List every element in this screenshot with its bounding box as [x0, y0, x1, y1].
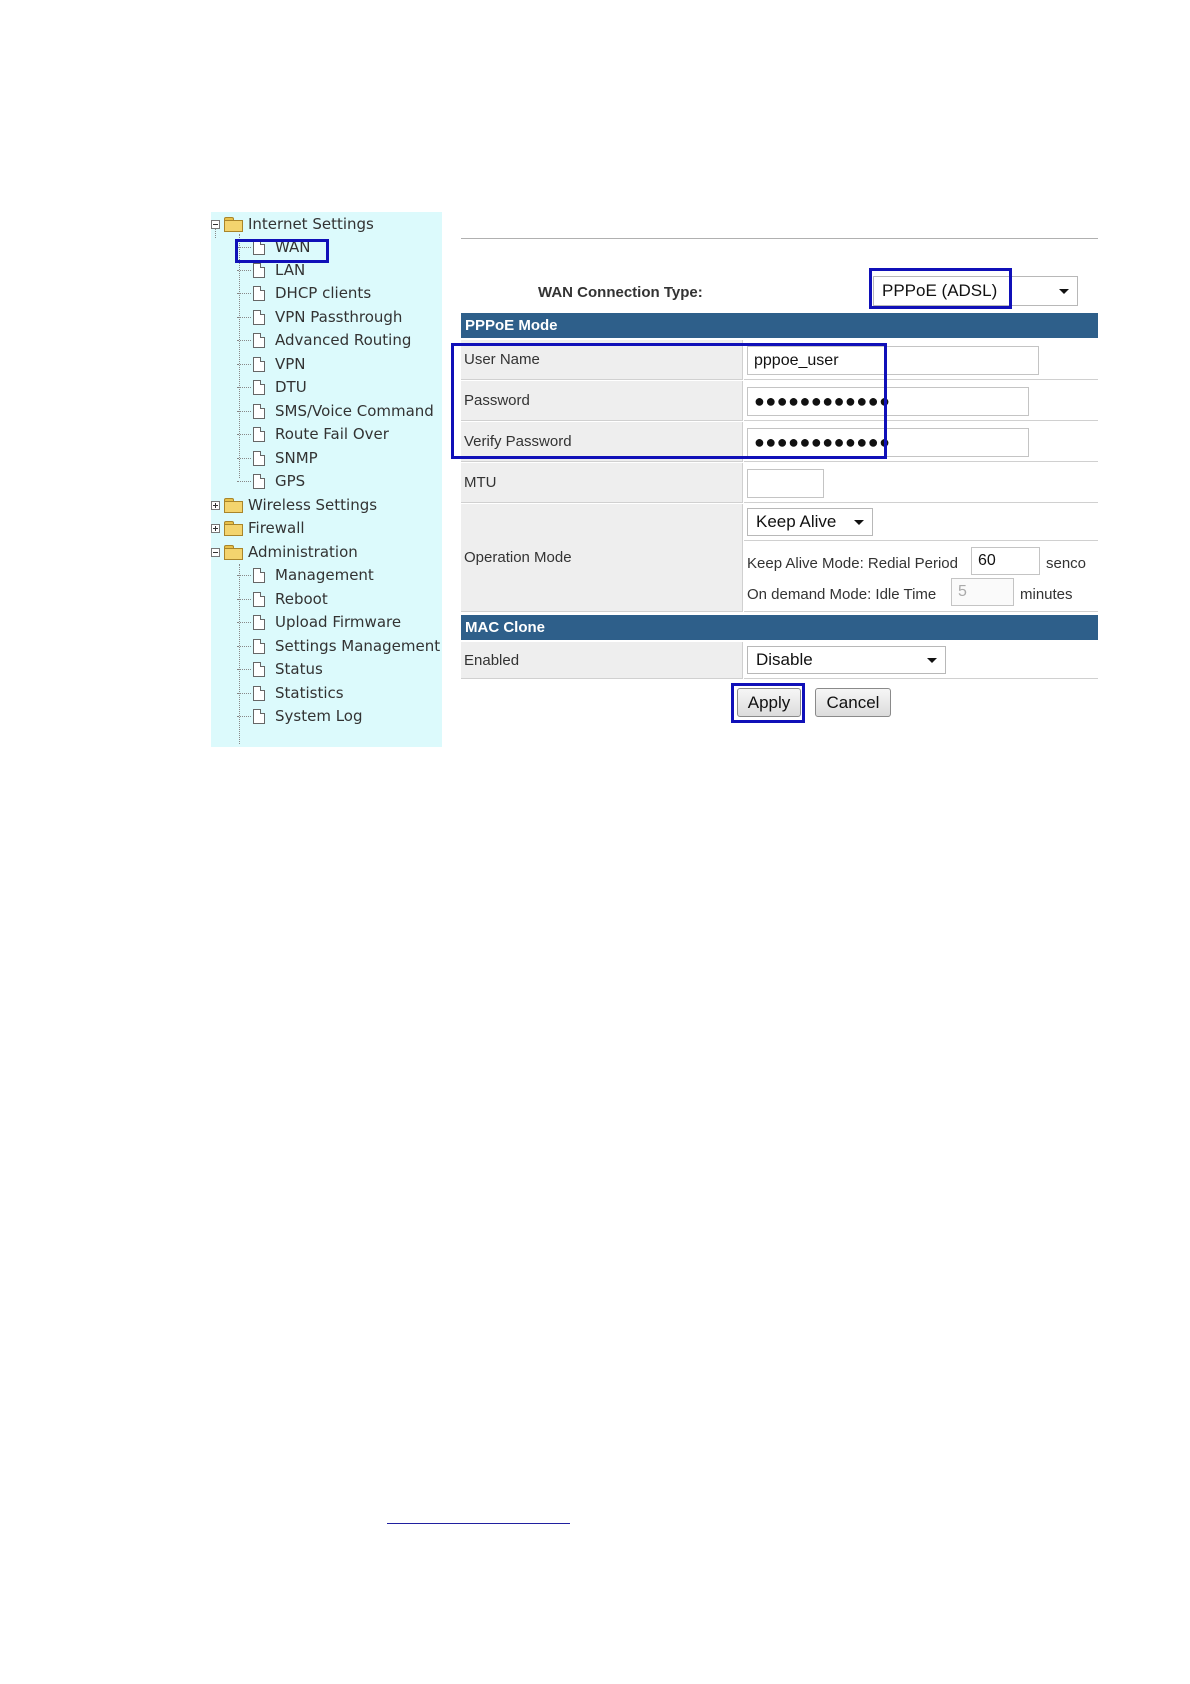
idle-time-unit: minutes — [1020, 586, 1073, 603]
navigation-tree — [211, 212, 442, 747]
verify-password-label: Verify Password — [461, 422, 743, 462]
sidebar-item-label: Settings Management — [275, 637, 441, 655]
idle-time-input[interactable]: 5 — [951, 578, 1014, 606]
on-demand-label: On demand Mode: Idle Time — [747, 586, 937, 603]
sidebar-item-label: SMS/Voice Command — [275, 402, 434, 420]
expand-icon[interactable] — [211, 524, 220, 533]
page-icon — [253, 404, 265, 419]
mac-clone-header: MAC Clone — [461, 615, 1098, 640]
page-icon — [253, 427, 265, 442]
tree-folder-firewall[interactable] — [211, 517, 305, 539]
mac-clone-enabled-label: Enabled — [461, 642, 743, 679]
chevron-down-icon — [927, 658, 937, 663]
folder-icon — [223, 498, 243, 512]
mac-clone-select[interactable] — [747, 646, 946, 674]
select-value: Disable — [756, 650, 813, 669]
keep-alive-label: Keep Alive Mode: Redial Period — [747, 555, 958, 572]
tree-folder-label: Wireless Settings — [248, 496, 378, 514]
page-icon — [253, 451, 265, 466]
page-icon — [253, 686, 265, 701]
page-icon — [253, 474, 265, 489]
link-underline — [387, 1523, 570, 1524]
page-icon — [253, 592, 265, 607]
sidebar-item-vpn[interactable] — [237, 353, 306, 375]
page-icon — [253, 286, 265, 301]
sidebar-item-label: Statistics — [275, 684, 344, 702]
sidebar-item-status[interactable] — [237, 658, 323, 680]
sidebar-item-label: Route Fail Over — [275, 425, 389, 443]
sidebar-item-label: Advanced Routing — [275, 331, 412, 349]
page-icon — [253, 639, 265, 654]
sidebar-item-settings-management[interactable] — [237, 635, 440, 657]
mtu-cell — [744, 463, 1098, 503]
sidebar-item-snmp[interactable] — [237, 447, 318, 469]
sidebar-item-dhcp-clients[interactable] — [237, 282, 371, 304]
tree-folder-administration[interactable] — [211, 541, 358, 563]
verify-password-input[interactable]: ●●●●●●●●●●●● — [747, 428, 1029, 457]
redial-period-input[interactable]: 60 — [971, 547, 1040, 575]
sidebar-item-label: LAN — [275, 261, 306, 279]
page-icon — [253, 615, 265, 630]
tree-folder-label: Administration — [248, 543, 358, 561]
page-icon — [253, 357, 265, 372]
operation-mode-select-cell — [744, 504, 1098, 541]
sidebar-item-sms-voice-command[interactable] — [237, 400, 434, 422]
pppoe-mode-header: PPPoE Mode — [461, 313, 1098, 338]
sidebar-item-vpn-passthrough[interactable] — [237, 306, 402, 328]
page-icon — [253, 568, 265, 583]
page-icon — [253, 380, 265, 395]
select-value: Keep Alive — [756, 512, 837, 531]
password-input[interactable]: ●●●●●●●●●●●● — [747, 387, 1029, 416]
sidebar-item-label: Status — [275, 660, 323, 678]
sidebar-item-label: DTU — [275, 378, 307, 396]
sidebar-item-dtu[interactable] — [237, 376, 307, 398]
page-icon — [253, 263, 265, 278]
collapse-icon[interactable] — [211, 548, 220, 557]
apply-highlight-box — [731, 683, 805, 723]
sidebar-item-label: VPN — [275, 355, 306, 373]
credentials-highlight-box — [451, 343, 887, 459]
sidebar-item-label: WAN — [275, 238, 311, 256]
folder-open-icon — [223, 545, 243, 559]
operation-mode-label: Operation Mode — [461, 504, 743, 612]
operation-mode-options-cell — [744, 542, 1098, 612]
tree-folder-label: Internet Settings — [248, 215, 374, 233]
operation-mode-select[interactable] — [747, 508, 873, 536]
collapse-icon[interactable] — [211, 220, 220, 229]
sidebar-item-label: VPN Passthrough — [275, 308, 403, 326]
folder-open-icon — [223, 217, 243, 231]
sidebar-item-label: System Log — [275, 707, 363, 725]
sidebar-item-advanced-routing[interactable] — [237, 329, 411, 351]
sidebar-item-label: Reboot — [275, 590, 328, 608]
connection-type-highlight-box — [869, 268, 1012, 309]
sidebar-item-label: Management — [275, 566, 374, 584]
sidebar-item-label: SNMP — [275, 449, 318, 467]
mtu-label: MTU — [461, 463, 743, 503]
wan-highlight-box — [235, 239, 329, 263]
select-value: PPPoE (ADSL) — [882, 281, 998, 300]
divider — [461, 238, 1098, 239]
page-icon — [253, 333, 265, 348]
chevron-down-icon — [854, 520, 864, 525]
sidebar-item-management[interactable] — [237, 564, 374, 586]
sidebar-item-label: GPS — [275, 472, 306, 490]
page-icon — [253, 709, 265, 724]
sidebar-item-gps[interactable] — [237, 470, 305, 492]
sidebar-item-reboot[interactable] — [237, 588, 328, 610]
page-icon — [253, 662, 265, 677]
cancel-button[interactable]: Cancel — [815, 688, 891, 717]
sidebar-item-label: Upload Firmware — [275, 613, 402, 631]
redial-period-unit: senco — [1046, 555, 1087, 572]
chevron-down-icon — [1059, 289, 1069, 294]
sidebar-item-statistics[interactable] — [237, 682, 344, 704]
folder-icon — [223, 521, 243, 535]
apply-button[interactable]: Apply — [737, 688, 801, 717]
username-label: User Name — [461, 340, 743, 380]
tree-folder-internet-settings[interactable] — [211, 213, 374, 235]
tree-folder-wireless-settings[interactable] — [211, 494, 377, 516]
sidebar-item-route-fail-over[interactable] — [237, 423, 389, 445]
sidebar-item-label: DHCP clients — [275, 284, 372, 302]
page-icon — [253, 310, 265, 325]
username-input[interactable]: pppoe_user — [747, 346, 1039, 375]
sidebar-item-system-log[interactable] — [237, 705, 363, 727]
password-label: Password — [461, 381, 743, 421]
mac-clone-enabled-cell — [744, 642, 1098, 679]
sidebar-item-upload-firmware[interactable] — [237, 611, 401, 633]
tree-folder-label: Firewall — [248, 519, 305, 537]
mtu-input[interactable] — [747, 469, 824, 498]
expand-icon[interactable] — [211, 501, 220, 510]
wan-connection-type-label: WAN Connection Type: — [538, 284, 703, 301]
